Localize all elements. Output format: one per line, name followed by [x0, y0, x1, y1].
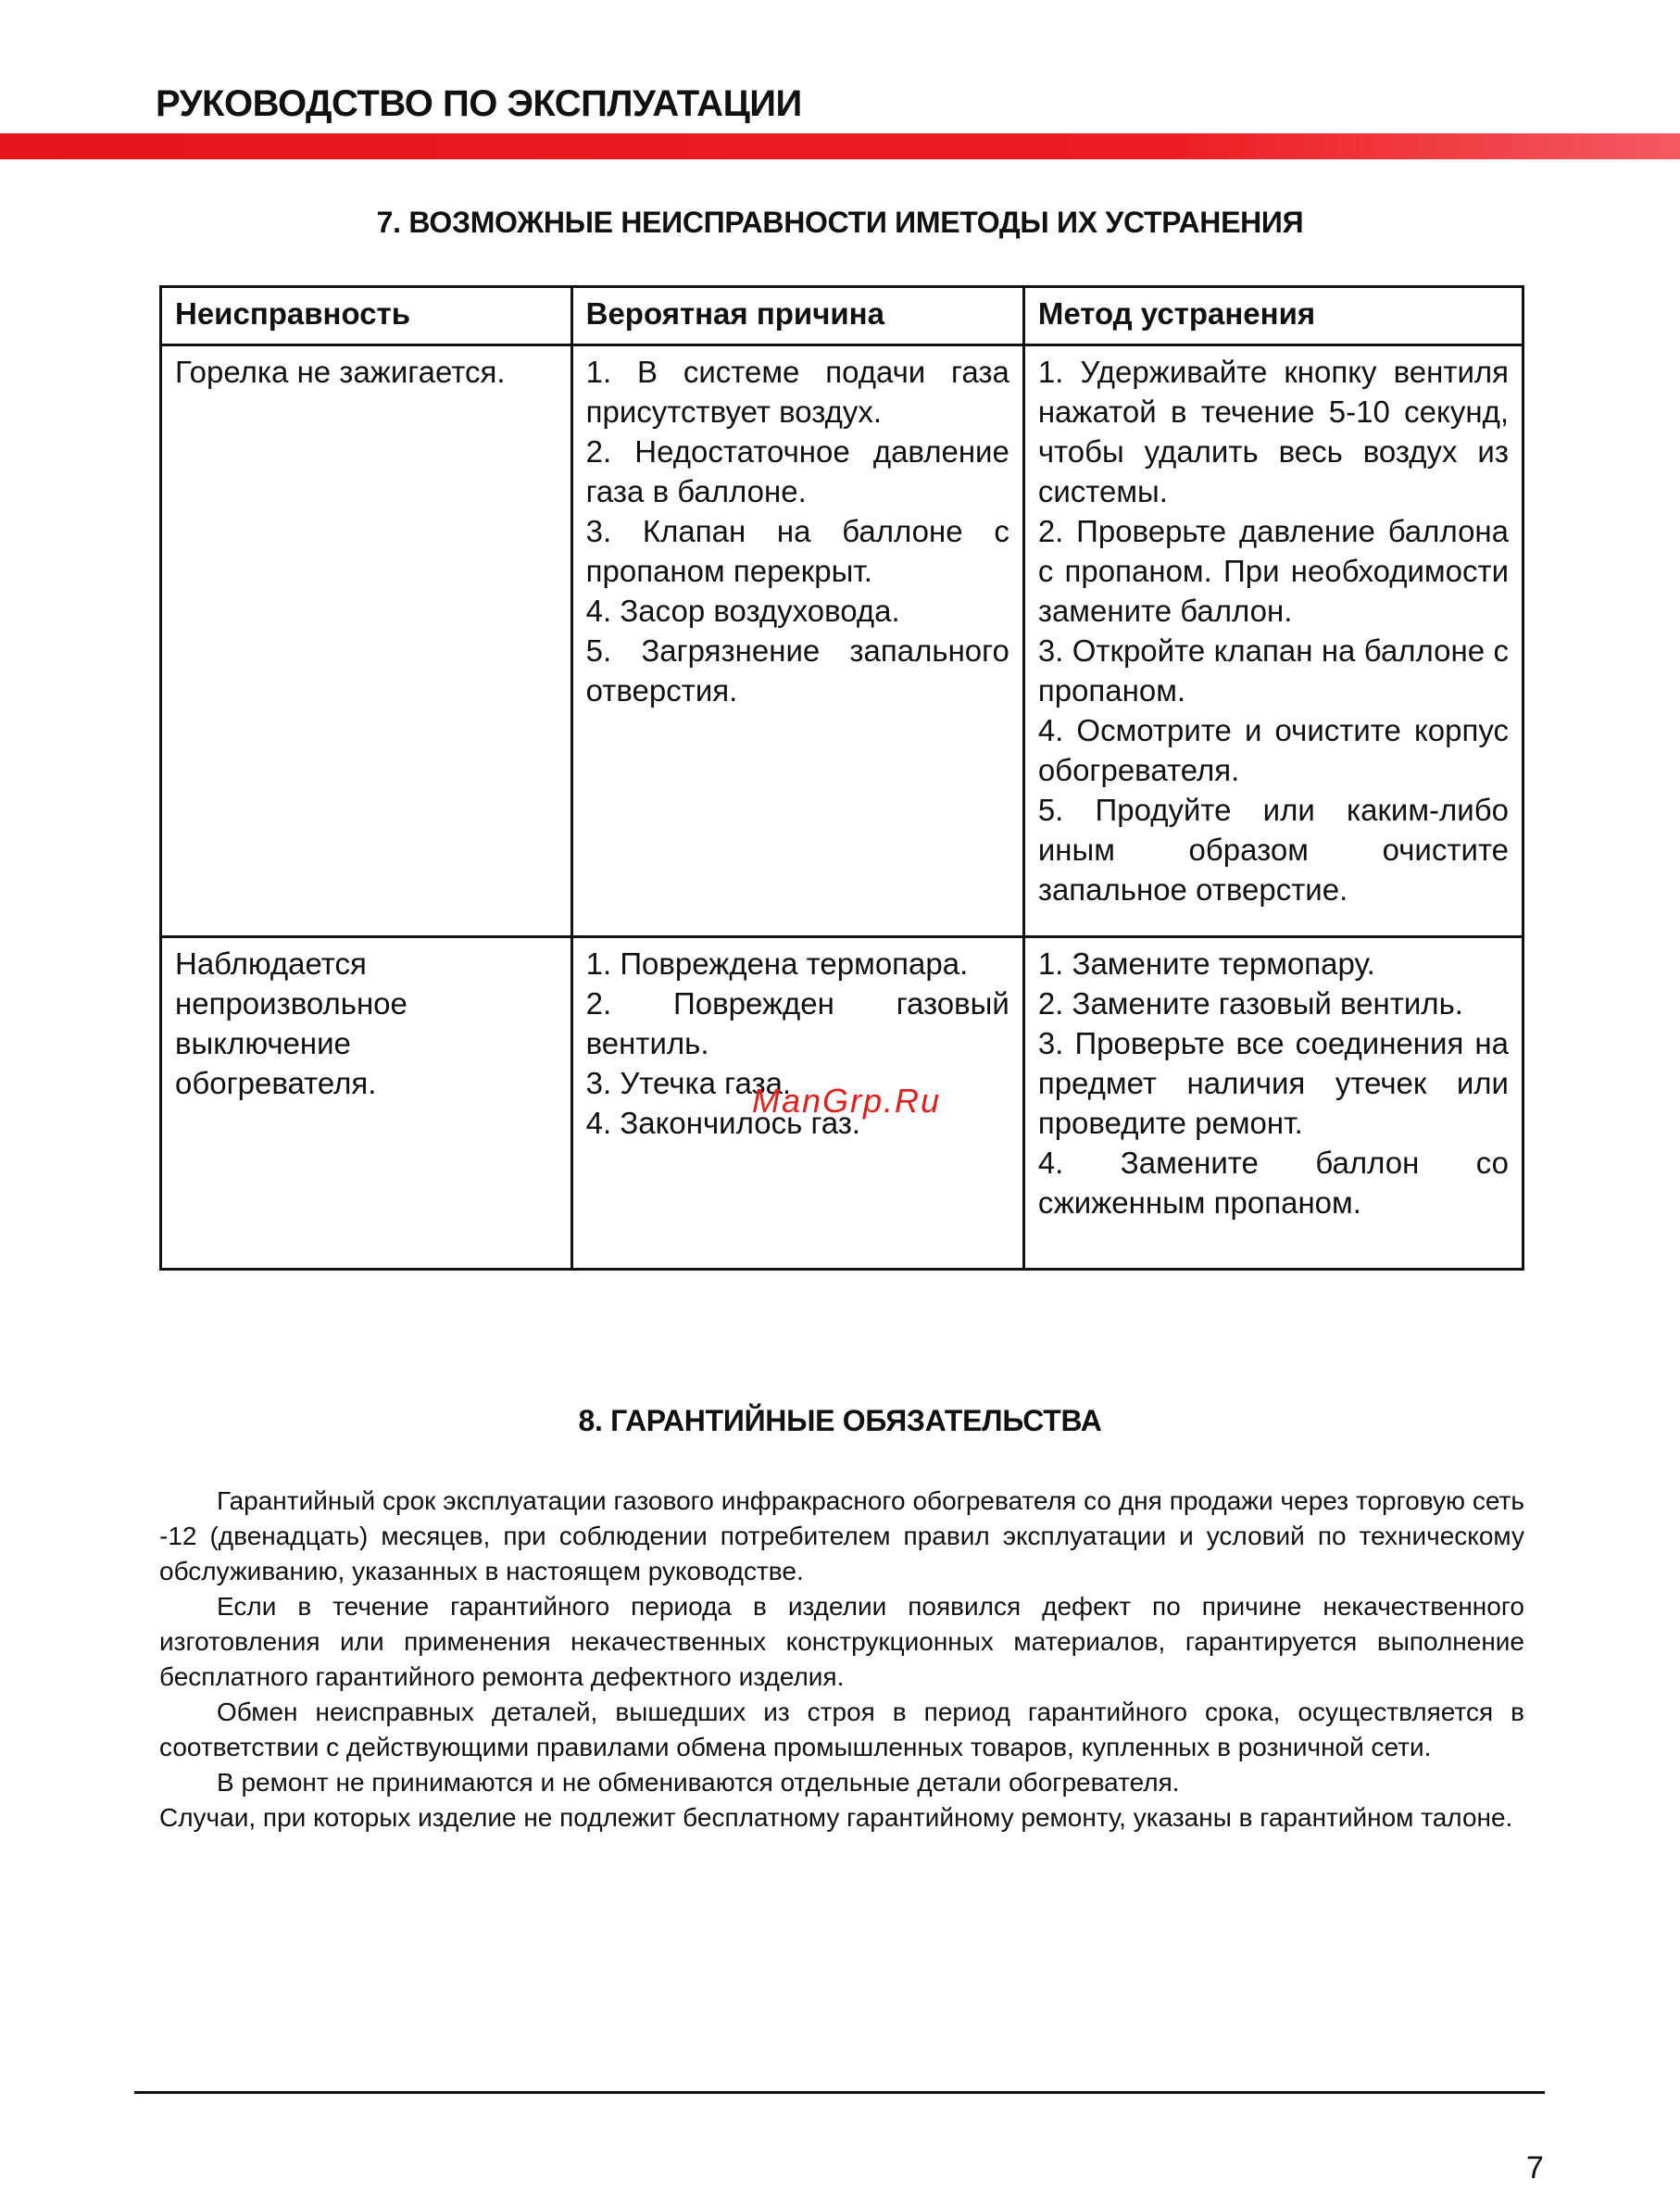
cause-item: 2. Недостаточное давление газа в баллоне. [585, 434, 1009, 508]
table-row [161, 345, 1523, 937]
remedy-cell [1023, 937, 1523, 1270]
column-header-remedy: Метод устранения [1023, 287, 1523, 345]
remedy-item: 5. Продуйте или каким-либо иным образом очистите запальное отверстие. [1037, 793, 1509, 907]
cause-item: 2. Поврежден газовый вентиль. [585, 986, 1009, 1060]
table-header-row [161, 287, 1523, 345]
warranty-paragraph: Если в течение гарантийного периода в изделии появился дефект по причине некачественного изготовления или применения некачественных конструкционных материалов, гарантируется выполнение бесплатного гарантийного ремонта дефектного изделия. [159, 1592, 1524, 1691]
column-header-fault: Неисправность [161, 287, 572, 345]
warranty-paragraph: Гарантийный срок эксплуатации газового инфракрасного обогревателя со дня продажи через торговую сеть -12 (двенадцать) месяцев, при соблюдении потребителем правил эксплуатации и условий по техническому обслуживанию, указанных в настоящем руководстве. [159, 1486, 1524, 1585]
remedy-item: 3. Проверьте все соединения на предмет наличия утечек или проведите ремонт. [1037, 1026, 1509, 1140]
remedy-item: 1. Замените термопару. [1037, 946, 1375, 981]
remedy-cell [1023, 345, 1523, 937]
cause-item: 5. Загрязнение запального отверстия. [585, 633, 1009, 708]
fault-text: Наблюдается непроизвольное выключение обогревателя. [175, 946, 407, 1100]
remedy-item: 2. Замените газовый вентиль. [1037, 986, 1463, 1021]
page-number: 7 [1526, 2150, 1544, 2186]
fault-text: Горелка не зажигается. [175, 355, 506, 389]
manual-header-title: РУКОВОДСТВО ПО ЭКСПЛУАТАЦИИ [156, 83, 802, 124]
section-7-title: 7. ВОЗМОЖНЫЕ НЕИСПРАВНОСТИ ИМЕТОДЫ ИХ УСТРАНЕНИЯ [376, 206, 1304, 239]
warranty-paragraph: Обмен неисправных деталей, вышедших из строя в период гарантийного срока, осуществляется в соответствии с действующими правилами обмена промышленных товаров, купленных в розничной сети. [159, 1698, 1524, 1761]
troubleshooting-table [159, 285, 1524, 1271]
fault-cell [161, 345, 572, 937]
cause-item: 4. Закончилось газ. [585, 1106, 861, 1140]
warranty-text [159, 1484, 1524, 1835]
fault-cell [161, 937, 572, 1270]
watermark: ManGrp.Ru [752, 1082, 942, 1120]
footer-rule [134, 2091, 1545, 2094]
header-red-bar [0, 133, 1680, 159]
column-header-cause: Вероятная причина [571, 287, 1023, 345]
remedy-item: 4. Осмотрите и очистите корпус обогревателя. [1037, 713, 1509, 787]
cause-cell [571, 345, 1023, 937]
warranty-paragraph: Случаи, при которых изделие не подлежит бесплатному гарантийному ремонту, указаны в гарантийном талоне. [159, 1803, 1513, 1832]
cause-item: 4. Засор воздуховода. [585, 594, 900, 628]
remedy-item: 2. Проверьте давление баллона с пропаном. При необходимости замените баллон. [1037, 514, 1509, 628]
remedy-item: 4. Замените баллон со сжиженным пропаном. [1037, 1146, 1509, 1220]
warranty-paragraph: В ремонт не принимаются и не обмениваются отдельные детали обогревателя. [217, 1768, 1180, 1797]
remedy-item: 1. Удерживайте кнопку вентиля нажатой в течение 5-10 секунд, чтобы удалить весь воздух из системы. [1037, 355, 1509, 508]
section-8-title: 8. ГАРАНТИЙНЫЕ ОБЯЗАТЕЛЬСТВА [578, 1404, 1102, 1437]
cause-item: 1. Повреждена термопара. [585, 946, 969, 981]
cause-item: 3. Утечка газа. [585, 1066, 792, 1100]
cause-item: 3. Клапан на баллоне с пропаном перекрыт. [585, 514, 1009, 588]
remedy-item: 3. Откройте клапан на баллоне с пропаном. [1037, 633, 1509, 708]
cause-item: 1. В системе подачи газа присутствует воздух. [585, 355, 1009, 429]
